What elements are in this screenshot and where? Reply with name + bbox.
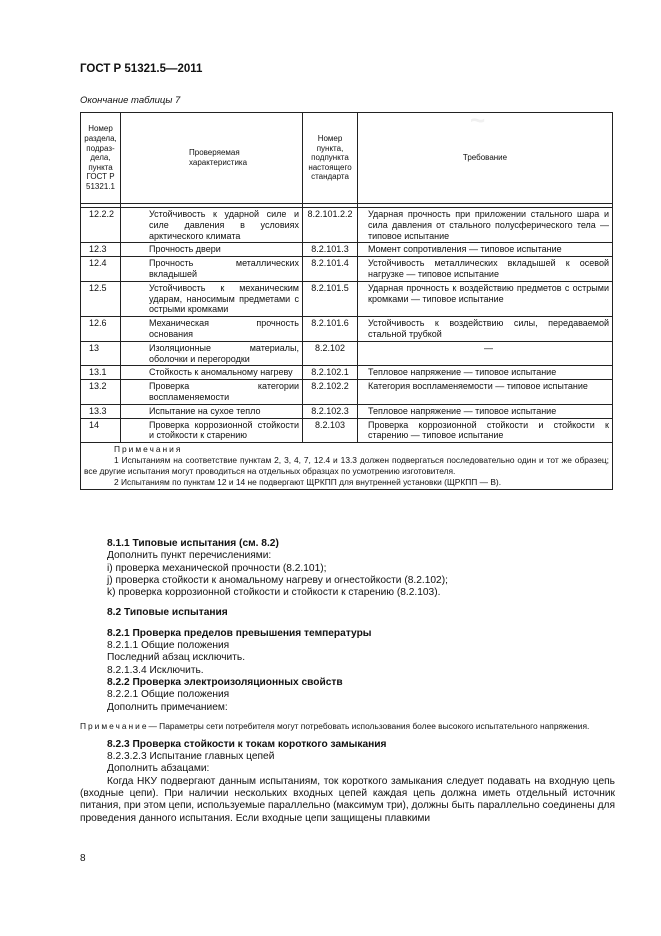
s811-title: 8.1.1 Типовые испытания (см. 8.2) bbox=[107, 538, 279, 549]
s823-title: 8.2.3 Проверка стойкости к токам короткого замыкания bbox=[107, 738, 387, 750]
table-row bbox=[81, 366, 613, 380]
document-header: ГОСТ Р 51321.5—2011 bbox=[80, 63, 203, 75]
row-section-number: 12.2.2 bbox=[81, 208, 121, 243]
row-requirement: Ударная прочность при приложении стального шара и сила давления от стального полусферического тела — типовое испытание bbox=[358, 208, 613, 243]
s822-title: 8.2.2 Проверка электроизоляционных свойств bbox=[107, 676, 343, 688]
row-subclause: 8.2.101.2.2 bbox=[303, 208, 358, 243]
col-header-subclause: Номер пункта, подпункта настоящего стандарта bbox=[303, 113, 358, 204]
row-subclause: 8.2.102.1 bbox=[303, 366, 358, 380]
row-subclause: 8.2.102.3 bbox=[303, 404, 358, 418]
row-requirement: Ударная прочность к воздействию предметов с острыми кромками — типовое испытание bbox=[358, 281, 613, 316]
table-7 bbox=[80, 112, 613, 490]
note-text: — Параметры сети потребителя могут потребовать использования более высокого испытательного напряжения. bbox=[148, 720, 590, 731]
row-requirement: Проверка коррозионной стойкости и стойкости к старению — типовое испытание bbox=[358, 418, 613, 443]
row-characteristic: Механическая прочность основания bbox=[121, 317, 303, 342]
s8211-text: Последний абзац исключить. bbox=[107, 652, 246, 664]
note-1: 1 Испытаниям на соответствие пунктам 2, 3, 4, 7, 12.4 и 13.3 должен подвергаться последовательно один и тот же образец; все другие испытания могут проводиться на отдельных образцах по усмотрению изготовителя. bbox=[84, 455, 609, 476]
row-requirement: Тепловое напряжение — типовое испытание bbox=[358, 366, 613, 380]
row-characteristic: Прочность двери bbox=[121, 243, 303, 257]
col-header-characteristic: Проверяемая характеристика bbox=[121, 113, 303, 204]
watermark: ~ bbox=[470, 105, 486, 135]
table-row bbox=[81, 317, 613, 342]
row-subclause: 8.2.103 bbox=[303, 418, 358, 443]
notes-cell bbox=[81, 443, 613, 490]
row-subclause: 8.2.101.3 bbox=[303, 243, 358, 257]
row-characteristic: Устойчивость к механическим ударам, наносимым предметами с острыми кромками bbox=[121, 281, 303, 316]
s8221-text: Дополнить примечанием: bbox=[107, 701, 228, 713]
table-row bbox=[81, 418, 613, 443]
note-2: 2 Испытаниям по пунктам 12 и 14 не подвергают ЩРКПП для внутренней установки (ЩРКПП — В). bbox=[114, 476, 502, 487]
row-requirement: Устойчивость к воздействию силы, передаваемой стальной трубкой bbox=[358, 317, 613, 342]
row-characteristic: Устойчивость к ударной силе и силе давления в условиях арктического климата bbox=[121, 208, 303, 243]
row-requirement: — bbox=[358, 341, 613, 366]
row-section-number: 13.1 bbox=[81, 366, 121, 380]
row-requirement: Устойчивость металлических вкладышей к осевой нагрузке — типовое испытание bbox=[358, 257, 613, 282]
s82323-paragraph: Когда НКУ подвергают данным испытаниям, ток короткого замыкания следует подавать на входную цепь (входные цепи). При наличии нескольких входных цепей каждая цепь должна иметь отдельный источник питания, при этом цепи, используемые параллельно (максимум три), должны быть параллельно соединены для проведения данного испытания. Если входные цепи защищены плавкими bbox=[80, 775, 615, 824]
row-section-number: 13 bbox=[81, 341, 121, 366]
s8211-heading: 8.2.1.1 Общие положения bbox=[107, 640, 230, 652]
s8221-heading: 8.2.2.1 Общие положения bbox=[107, 689, 230, 701]
table-caption: Окончание таблицы 7 bbox=[80, 95, 181, 106]
row-section-number: 12.5 bbox=[81, 281, 121, 316]
table-body bbox=[81, 208, 613, 443]
row-section-number: 13.2 bbox=[81, 380, 121, 405]
row-subclause: 8.2.102 bbox=[303, 341, 358, 366]
row-characteristic: Испытание на сухое тепло bbox=[121, 404, 303, 418]
s821-title: 8.2.1 Проверка пределов превышения температуры bbox=[107, 627, 372, 639]
col-header-section: Номер раздела, подраз-дела, пункта ГОСТ Р 51321.1 bbox=[81, 113, 121, 204]
row-subclause: 8.2.101.4 bbox=[303, 257, 358, 282]
table-notes bbox=[81, 443, 613, 490]
table-row bbox=[81, 257, 613, 282]
row-characteristic: Стойкость к аномальному нагреву bbox=[121, 366, 303, 380]
table-row bbox=[81, 281, 613, 316]
row-requirement: Категория воспламеняемости — типовое испытание bbox=[358, 380, 613, 405]
row-section-number: 12.3 bbox=[81, 243, 121, 257]
row-section-number: 12.6 bbox=[81, 317, 121, 342]
s811-intro: Дополнить пункт перечислениями: bbox=[107, 550, 272, 562]
table-row bbox=[81, 341, 613, 366]
row-subclause: 8.2.101.6 bbox=[303, 317, 358, 342]
page-number: 8 bbox=[80, 853, 86, 864]
s82323-intro: Дополнить абзацами: bbox=[107, 763, 210, 775]
list-item-j: j) проверка стойкости к аномальному нагреву и огнестойкости (8.2.102); bbox=[107, 574, 448, 586]
row-subclause: 8.2.101.5 bbox=[303, 281, 358, 316]
list-item-k: k) проверка коррозионной стойкости и стойкости к старению (8.2.103). bbox=[107, 587, 441, 599]
row-requirement: Тепловое напряжение — типовое испытание bbox=[358, 404, 613, 418]
list-item-i: i) проверка механической прочности (8.2.101); bbox=[107, 562, 327, 574]
table-header-row bbox=[81, 113, 613, 204]
row-characteristic: Прочность металлических вкладышей bbox=[121, 257, 303, 282]
row-subclause: 8.2.102.2 bbox=[303, 380, 358, 405]
row-characteristic: Изоляционные материалы, оболочки и перегородки bbox=[121, 341, 303, 366]
table-row bbox=[81, 404, 613, 418]
s82323-heading: 8.2.3.2.3 Испытание главных цепей bbox=[107, 751, 275, 763]
note-label: Примечание bbox=[80, 720, 149, 731]
body-text bbox=[80, 538, 615, 825]
row-section-number: 14 bbox=[81, 418, 121, 443]
table-row bbox=[81, 208, 613, 243]
row-characteristic: Проверка категории воспламеняемости bbox=[121, 380, 303, 405]
row-characteristic: Проверка коррозионной стойкости и стойкости к старению bbox=[121, 418, 303, 443]
s82-title: 8.2 Типовые испытания bbox=[107, 607, 228, 619]
note-paragraph bbox=[80, 720, 615, 733]
notes-label: Примечания bbox=[114, 444, 183, 455]
table-row bbox=[81, 243, 613, 257]
row-requirement: Момент сопротивления — типовое испытание bbox=[358, 243, 613, 257]
row-section-number: 12.4 bbox=[81, 257, 121, 282]
s82134-text: 8.2.1.3.4 Исключить. bbox=[107, 664, 204, 676]
row-section-number: 13.3 bbox=[81, 404, 121, 418]
table-row bbox=[81, 380, 613, 405]
col-header-requirement: Требование bbox=[358, 113, 613, 204]
